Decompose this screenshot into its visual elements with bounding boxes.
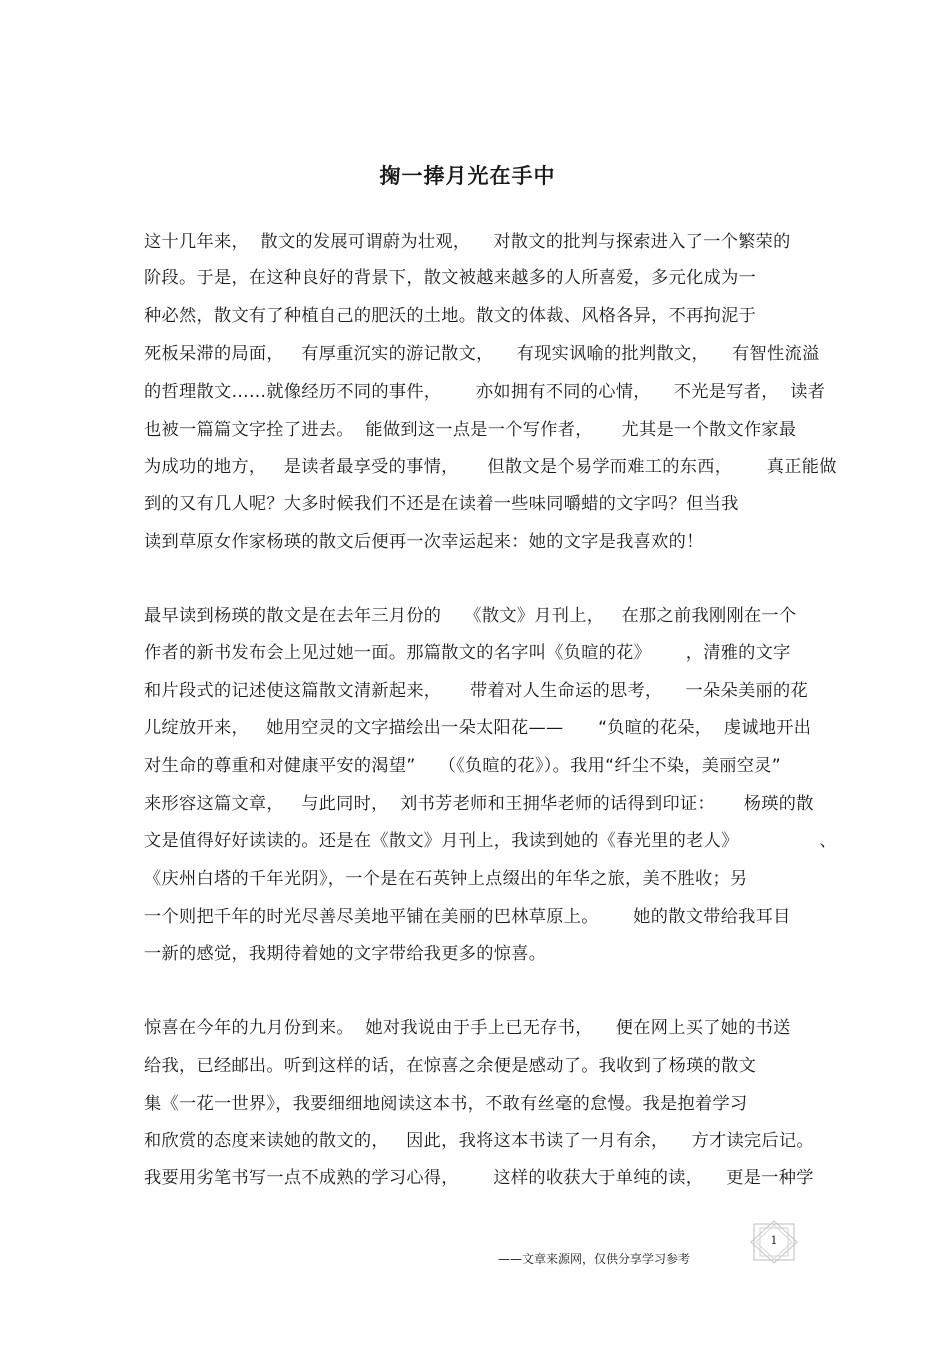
- text-line: 《庆州白塔的千年光阴》，一个是在石英钟上点缀出的年华之旅，美不胜收；另: [144, 869, 748, 889]
- text-line: 和欣赏的态度来读她的散文的， 因此，我将这本书读了一月有余， 方才读完后记。: [144, 1131, 814, 1151]
- text-line: 为成功的地方， 是读者最享受的事情， 但散文是个易学而难工的东西， 真正能做: [144, 457, 837, 477]
- page-number: 1: [770, 1234, 778, 1247]
- text-line: 一新的感觉，我期待着她的文字带给我更多的惊喜。: [144, 944, 547, 964]
- text-line: 最早读到杨瑛的散文是在去年三月份的 《散文》月刊上， 在那之前我刚刚在一个: [144, 606, 797, 626]
- text-line: 这十几年来， 散文的发展可谓蔚为壮观， 对散文的批判与探索进入了一个繁荣的: [144, 232, 791, 252]
- text-line: 对生命的尊重和对健康平安的渴望” （《负暄的花》）。我用“纤尘不染，美丽空灵”: [144, 756, 781, 776]
- text-line: 我要用劣笔书写一点不成熟的学习心得， 这样的收获大于单纯的读， 更是一种学: [144, 1168, 814, 1188]
- text-line: 文是值得好好读读的。还是在《散文》月刊上，我读到她的《春光里的老人》 、: [144, 831, 837, 851]
- text-line: 惊喜在今年的九月份到来。 她对我说由于手上已无存书， 便在网上买了她的书送: [144, 1018, 791, 1038]
- source-note: ——文章来源网，仅供分享学习参考: [498, 1252, 691, 1266]
- text-line: 阶段。于是，在这种良好的背景下，散文被越来越多的人所喜爱，多元化成为一: [144, 268, 757, 288]
- text-line: 给我，已经邮出。听到这样的话，在惊喜之余便是感动了。我收到了杨瑛的散文: [144, 1056, 757, 1076]
- text-line: 来形容这篇文章， 与此同时， 刘书芳老师和王拥华老师的话得到印证： 杨瑛的散: [144, 794, 814, 814]
- text-line: 到的又有几人呢？大多时候我们不还是在读着一些味同嚼蜡的文字吗？但当我: [144, 494, 739, 514]
- text-line: 和片段式的记述使这篇散文清新起来， 带着对人生命运的思考， 一朵朵美丽的花: [144, 681, 808, 701]
- page-title: 掬一捧月光在手中: [379, 164, 556, 188]
- text-line: 也被一篇篇文字拴了进去。 能做到这一点是一个写作者， 尤其是一个散文作家最: [144, 420, 797, 440]
- text-line: 的哲理散文……就像经历不同的事件， 亦如拥有不同的心情， 不光是写者， 读者: [144, 382, 826, 402]
- text-line: 作者的新书发布会上见过她一面。那篇散文的名字叫《负暄的花》 ，清雅的文字: [144, 643, 791, 663]
- text-line: 一个则把千年的时光尽善尽美地平铺在美丽的巴林草原上。 她的散文带给我耳目: [144, 907, 791, 927]
- text-line: 集《一花一世界》，我要细细地阅读这本书，不敢有丝毫的怠慢。我是抱着学习: [144, 1094, 748, 1114]
- page-number-badge: [748, 1220, 800, 1264]
- text-line: 死板呆滞的局面， 有厚重沉实的游记散文， 有现实讽喻的批判散文， 有智性流溢: [144, 344, 820, 364]
- text-line: 儿绽放开来， 她用空灵的文字描绘出一朵太阳花—— “负暄的花朵， 虔诚地开出: [144, 718, 812, 738]
- text-line: 读到草原女作家杨瑛的散文后便再一次幸运起来：她的文字是我喜欢的！: [144, 532, 704, 552]
- text-line: 种必然，散文有了种植自己的肥沃的土地。散文的体裁、风格各异，不再拘泥于: [144, 306, 757, 326]
